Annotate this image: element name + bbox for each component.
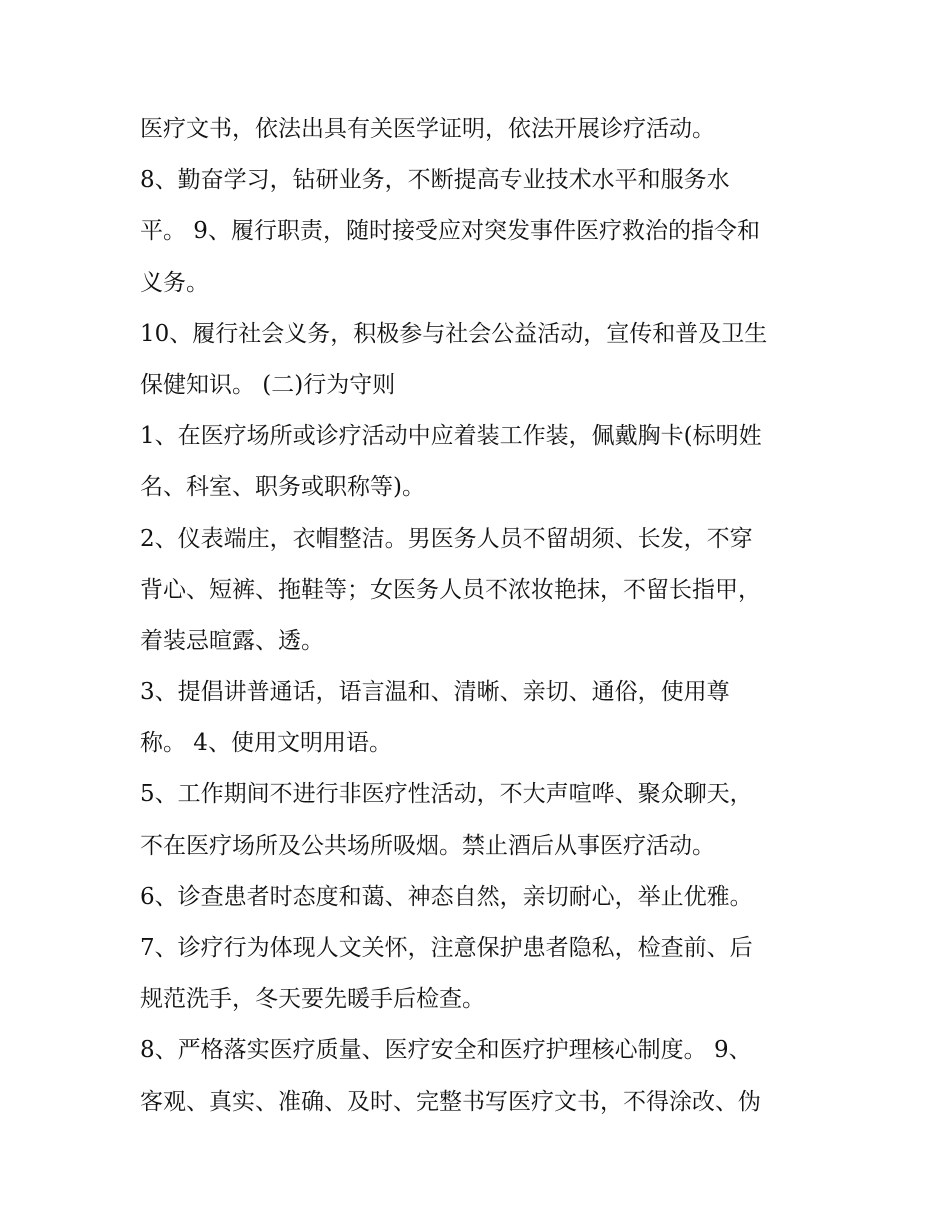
text-line: 8、严格落实医疗质量、医疗安全和医疗护理核心制度。 9、 bbox=[140, 1037, 752, 1064]
text-line: 医疗文书，依法出具有关医学证明，依法开展诊疗活动。 bbox=[140, 116, 715, 142]
text-line: 着装忌暄露、透。 bbox=[140, 627, 324, 654]
text-line: 规范洗手，冬天要先暖手后检查。 bbox=[140, 986, 485, 1013]
document-body bbox=[140, 104, 830, 1128]
text-line: 8、勤奋学习，钻研业务，不断提高专业技术水平和服务水 bbox=[140, 167, 730, 194]
text-line: 6、诊查患者时态度和蔼、神态自然，亲切耐心，举止优雅。 bbox=[140, 883, 753, 910]
text-line: 名、科室、职务或职称等)。 bbox=[140, 474, 425, 501]
text-line: 1、在医疗场所或诊疗活动中应着装工作装，佩戴胸卡(标明姓 bbox=[140, 423, 762, 450]
text-line: 7、诊疗行为体现人文关怀，注意保护患者隐私，检查前、后 bbox=[140, 935, 753, 961]
text-line: 客观、真实、准确、及时、完整书写医疗文书，不得涂改、伪 bbox=[140, 1088, 761, 1115]
text-line: 3、提倡讲普通话，语言温和、清晰、亲切、通俗，使用尊 bbox=[140, 679, 730, 706]
text-line: 保健知识。 (二)行为守则 bbox=[140, 371, 396, 398]
text-line: 2、仪表端庄，衣帽整洁。男医务人员不留胡须、长发，不穿 bbox=[140, 525, 753, 552]
text-line: 10、履行社会义务，积极参与社会公益活动，宣传和普及卫生 bbox=[140, 320, 768, 347]
text-line: 背心、短裤、拖鞋等；女医务人员不浓妆艳抹，不留长指甲， bbox=[140, 576, 761, 603]
text-line: 5、工作期间不进行非医疗性活动，不大声喧哗、聚众聊天， bbox=[140, 781, 753, 808]
text-line: 称。 4、使用文明用语。 bbox=[140, 730, 392, 757]
text-line: 不在医疗场所及公共场所吸烟。禁止酒后从事医疗活动。 bbox=[140, 832, 715, 859]
text-line: 义务。 bbox=[140, 269, 209, 296]
text-line: 平。 9、履行职责，随时接受应对突发事件医疗救治的指令和 bbox=[140, 218, 760, 245]
